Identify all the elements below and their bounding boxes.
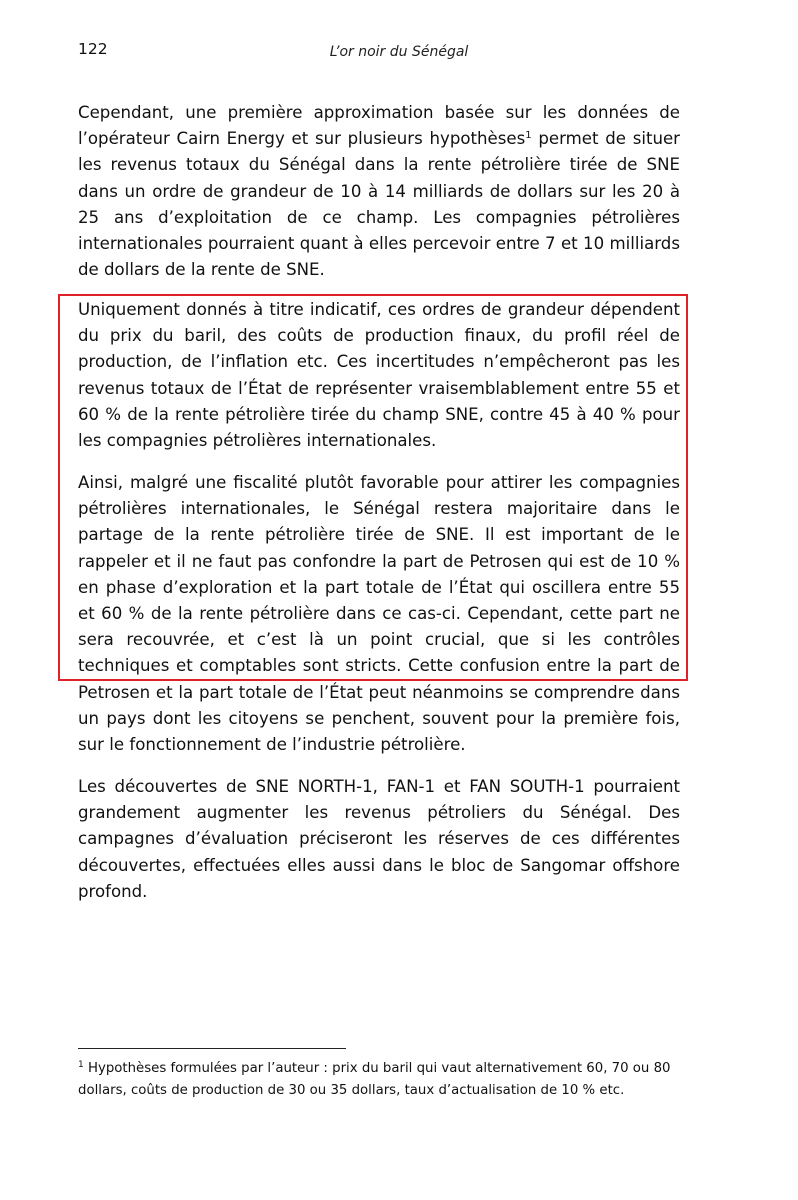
paragraph-4: Les découvertes de SNE NORTH-1, FAN-1 et FAN SOUTH-1 pourraient grandement augmenter les revenus pétroliers du Sénégal. Des campagnes d’évaluation préciseront les réserves de ces différentes découvertes, effectuées elles aussi dans le bloc de Sangomar offshore profond.	[78, 777, 680, 901]
footnote-reference[interactable]: 1	[525, 130, 532, 142]
page-number: 122	[78, 40, 108, 58]
paragraph-2: Uniquement donnés à titre indicatif, ces ordres de grandeur dépendent du prix du baril, des coûts de production finaux, du profil réel de production, de l’inflation etc. Ces incertitudes n’empêcheront pas les revenus totaux de l’État de représenter vraisemblablement entre 55 et 60 % de la rente pétrolière tirée du champ SNE, contre 45 à 40 % pour les compagnies pétrolières internationales.	[78, 300, 680, 451]
footnote-text: Hypothèses formulées par l’auteur : prix du baril qui vaut alternativement 60, 70 ou 80 dollars, coûts de production de 30 ou 35 dollars, taux d’actualisation de 10 % etc.	[78, 1061, 671, 1098]
highlight-box	[58, 294, 688, 681]
paragraph-1-text-b: permet de situer les revenus totaux du Sénégal dans la rente pétrolière tirée de SNE dans un ordre de grandeur de 10 à 14 milliards de dollars sur les 20 à 25 ans d’exploitation de ce champ. Les compagnies pétrolières internationales pourraient quant à elles percevoir entre 7 et 10 milliards de dollars de la rente de SNE.	[78, 129, 681, 280]
paragraph-1-text-a: Cependant, une première approximation basée sur les données de l’opérateur Cairn Energy et sur plusieurs hypothèses	[78, 103, 680, 149]
paragraph-1	[78, 100, 680, 283]
paragraph-3: Ainsi, malgré une fiscalité plutôt favorable pour attirer les compagnies pétrolières internationales, le Sénégal restera majoritaire dans le partage de la rente pétrolière tirée de SNE. Il est important de le rappeler et il ne faut pas confondre la part de Petrosen qui est de 10 % en phase d’exploration et la part totale de l’État qui oscillera entre 55 et 60 % de la rente pétrolière dans ce cas-ci. Cependant, cette part ne sera recouvrée, et c’est là un point crucial, que si les contrôles techniques et comptables sont stricts. Cette confusion entre la part de Petrosen et la part totale de l’État peut néanmoins se comprendre dans un pays dont les citoyens se penchent, souvent pour la première fois, sur le fonctionnement de l’industrie pétrolière.	[78, 473, 680, 755]
footnote	[78, 1058, 688, 1102]
footnote-marker: 1	[78, 1060, 84, 1070]
footnote-divider	[78, 1048, 346, 1049]
running-title: L’or noir du Sénégal	[329, 44, 469, 60]
